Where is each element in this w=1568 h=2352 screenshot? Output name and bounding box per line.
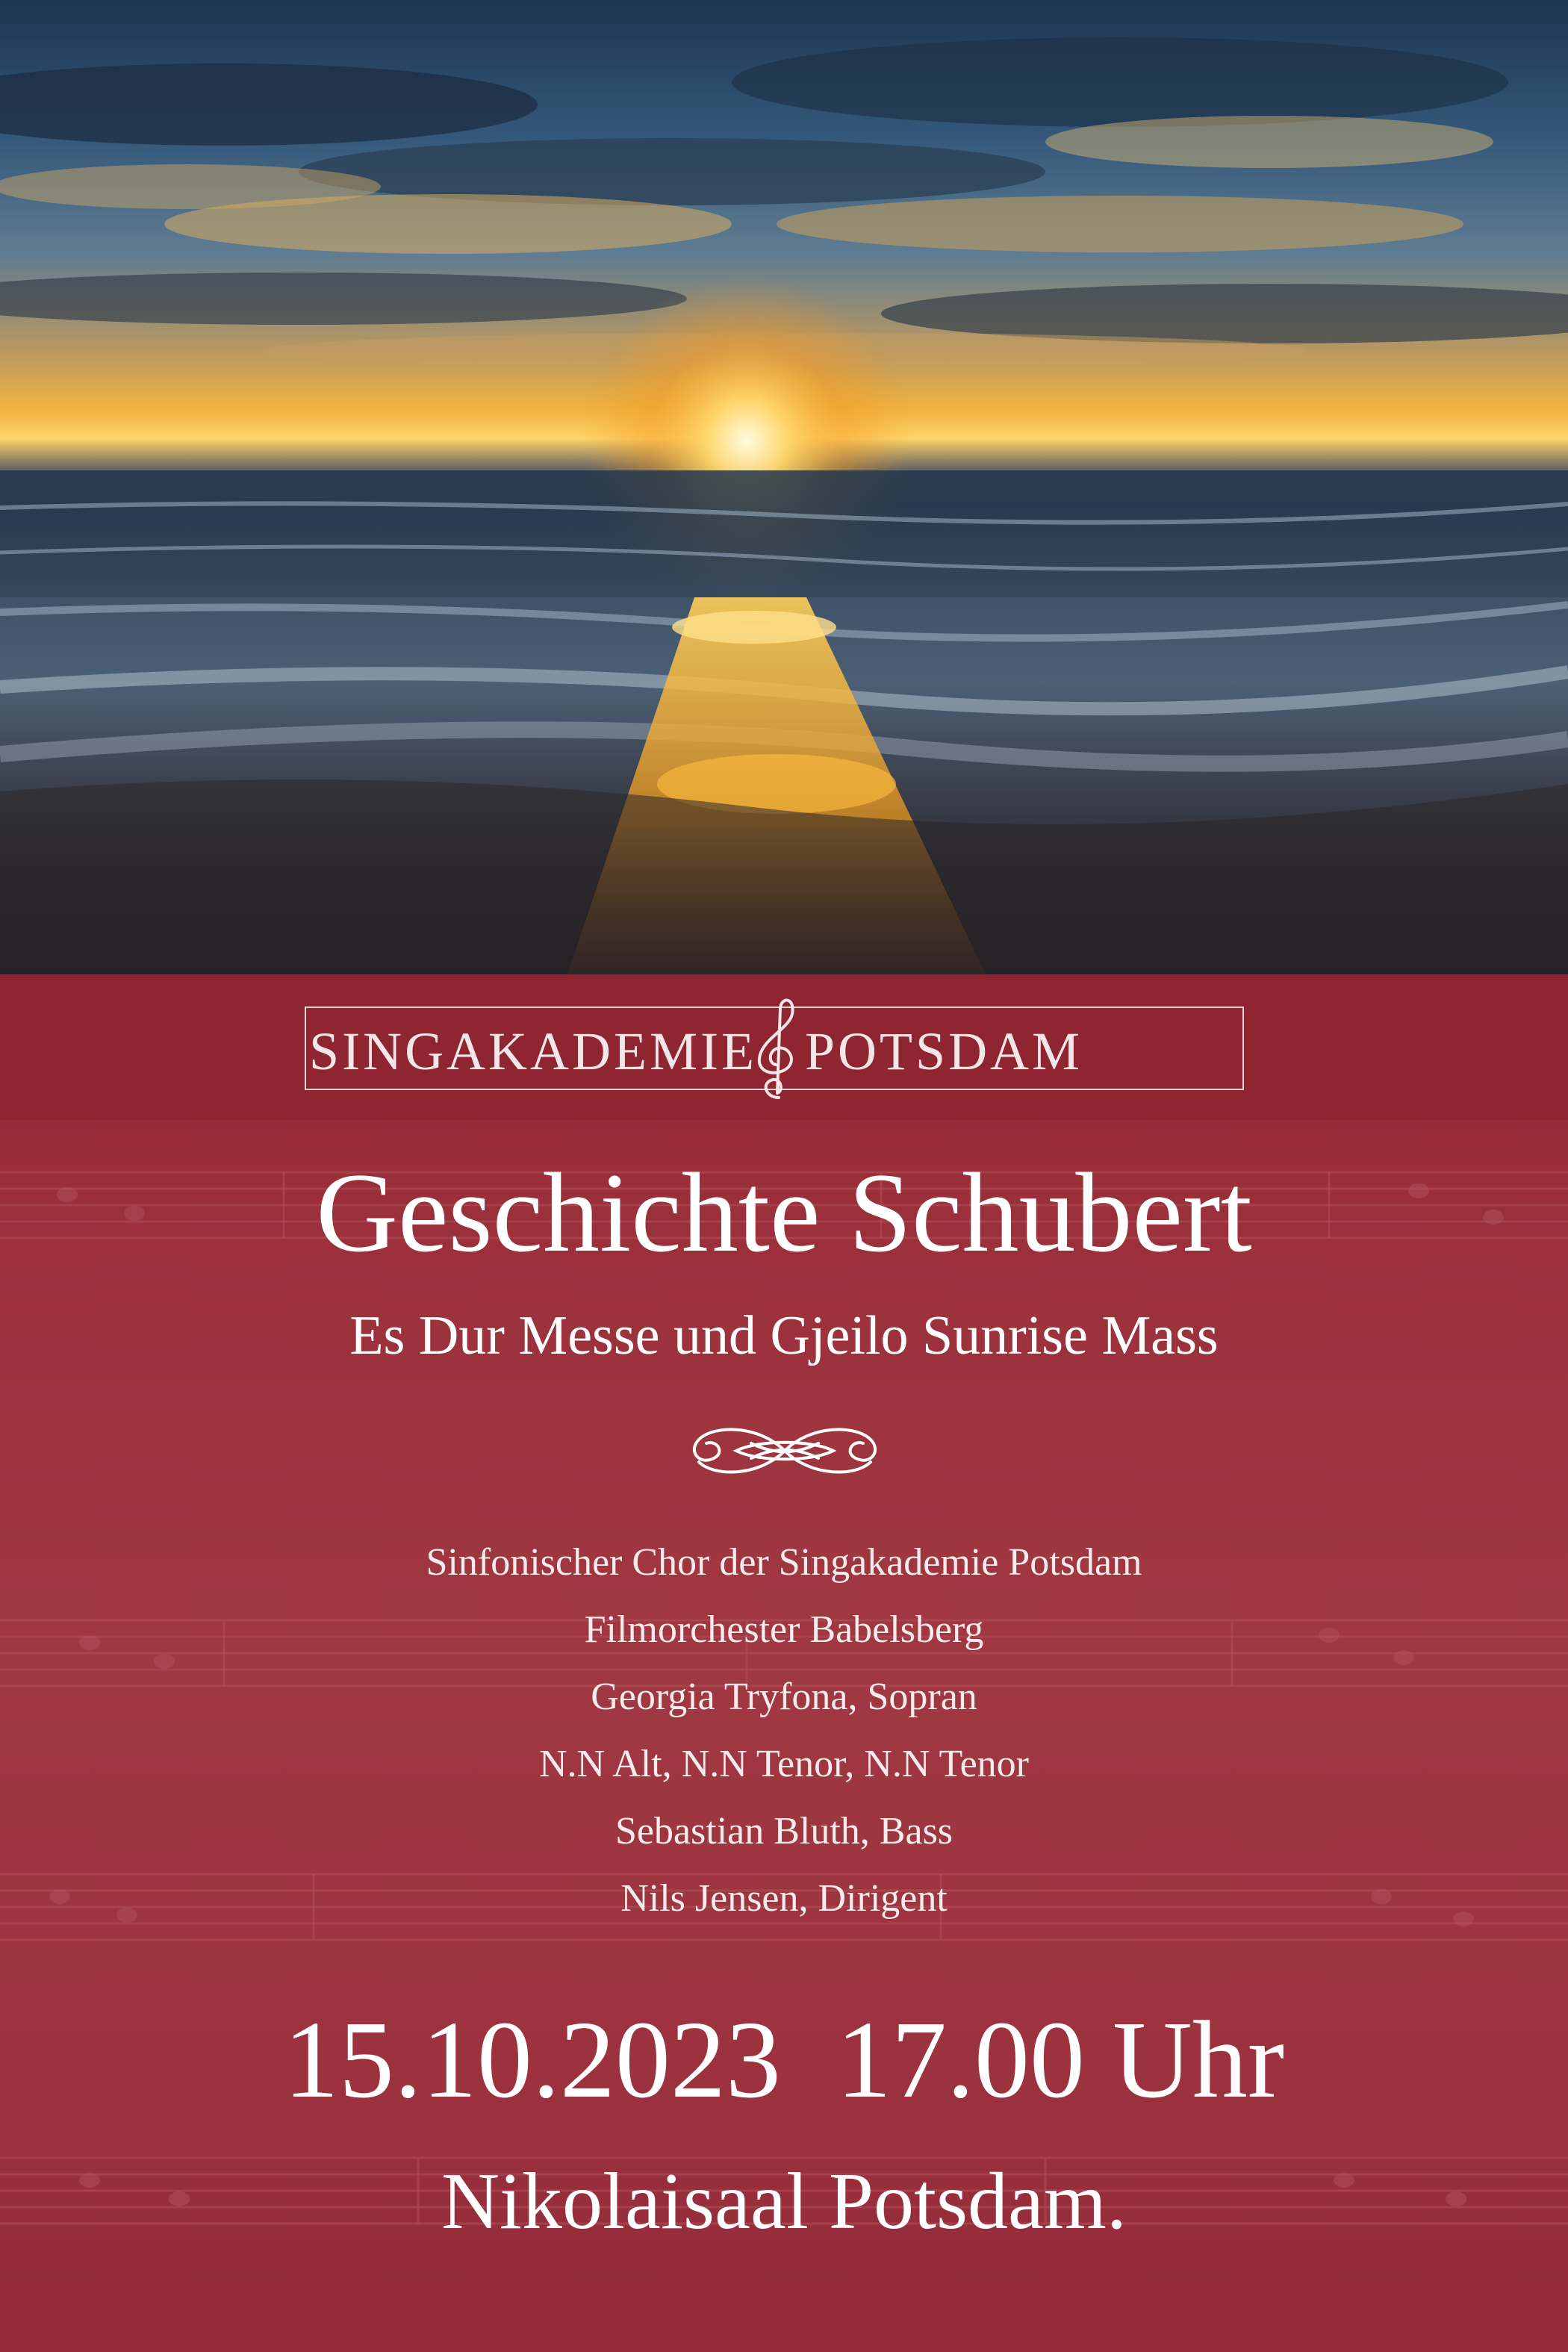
sunrise-sea-photo xyxy=(0,0,1568,974)
credit-line: Nils Jensen, Dirigent xyxy=(620,1877,948,1920)
credit-line: Sinfonischer Chor der Singakademie Potsdam xyxy=(426,1541,1142,1584)
singakademie-logo xyxy=(305,1007,1244,1090)
credit-line: N.N Alt, N.N Tenor, N.N Tenor xyxy=(539,1743,1029,1785)
performer-credits xyxy=(0,1529,1568,1932)
photo-illustration xyxy=(0,0,1568,974)
concert-subtitle: Es Dur Messe und Gjeilo Sunrise Mass xyxy=(349,1305,1219,1366)
concert-venue: Nikolaisaal Potsdam. xyxy=(441,2157,1127,2246)
logo-text-right: POTSDAM xyxy=(805,1021,1083,1081)
treble-clef-icon xyxy=(750,993,804,1105)
ornament-flourish-icon xyxy=(669,1410,900,1492)
concert-datetime: 15.10.2023 17.00 Uhr xyxy=(283,1999,1285,2121)
logo-text-left: SINGAKADEMIE xyxy=(309,1021,757,1081)
credit-line: Georgia Tryfona, Sopran xyxy=(591,1676,977,1718)
credit-line: Sebastian Bluth, Bass xyxy=(615,1810,953,1852)
credit-line: Filmorchester Babelsberg xyxy=(584,1608,984,1651)
sea-horizon xyxy=(0,470,1568,597)
concert-title: Geschichte Schubert xyxy=(316,1150,1252,1275)
